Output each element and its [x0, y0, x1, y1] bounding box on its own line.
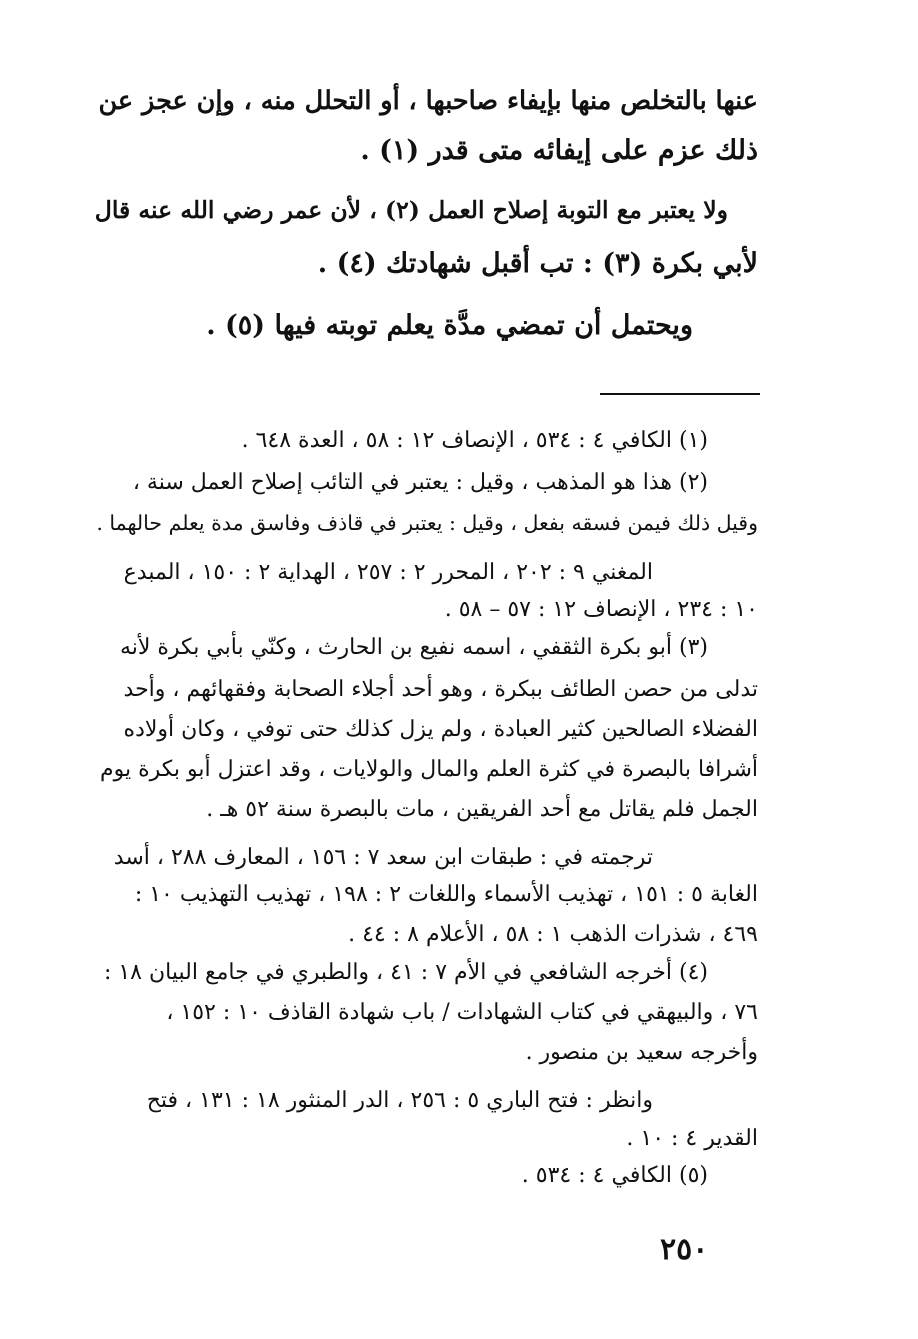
body-line: عنها بالتخلص منها بإيفاء صاحبها ، أو التحلل منه ، وإن عجز عن — [98, 86, 758, 116]
footnote-separator — [600, 393, 760, 395]
footnote-line: وأخرجه سعيد بن منصور . — [525, 1040, 758, 1065]
footnote-line: ١٠ : ٢٣٤ ، الإنصاف ١٢ : ٥٧ – ٥٨ . — [444, 597, 758, 622]
footnote-line: المغني ٩ : ٢٠٢ ، المحرر ٢ : ٢٥٧ ، الهداية ٢ : ١٥٠ ، المبدع — [123, 560, 653, 585]
footnote-line: ٤٦٩ ، شذرات الذهب ١ : ٥٨ ، الأعلام ٨ : ٤٤ . — [348, 922, 758, 947]
footnote-line: ٧٦ ، والبيهقي في كتاب الشهادات / باب شهادة القاذف ١٠ : ١٥٢ ، — [166, 1000, 758, 1025]
footnote-line: (٥) الكافي ٤ : ٥٣٤ . — [521, 1163, 708, 1188]
footnote-line: تدلى من حصن الطائف ببكرة ، وهو أحد أجلاء الصحابة وفقهائهم ، وأحد — [123, 677, 758, 702]
footnote-line: (٣) أبو بكرة الثقفي ، اسمه نفيع بن الحارث ، وكنّي بأبي بكرة لأنه — [119, 635, 708, 660]
body-line: ولا يعتبر مع التوبة إصلاح العمل (٢) ، لأن عمر رضي الله عنه قال — [94, 196, 728, 224]
footnote-line: الغابة ٥ : ١٥١ ، تهذيب الأسماء واللغات ٢ : ١٩٨ ، تهذيب التهذيب ١٠ : — [134, 882, 758, 907]
page-number: ٢٥٠ — [660, 1232, 709, 1267]
body-line: ذلك عزم على إيفائه متى قدر (١) . — [360, 135, 758, 166]
footnote-line: ترجمته في : طبقات ابن سعد ٧ : ١٥٦ ، المعارف ٢٨٨ ، أسد — [113, 845, 653, 870]
footnote-line: أشرافا بالبصرة في كثرة العلم والمال والولايات ، وقد اعتزل أبو بكرة يوم — [99, 757, 758, 782]
footnote-line: الفضلاء الصالحين كثير العبادة ، ولم يزل كذلك حتى توفي ، وكان أولاده — [123, 717, 758, 742]
footnote-line: الجمل فلم يقاتل مع أحد الفريقين ، مات بالبصرة سنة ٥٢ هـ . — [206, 797, 758, 822]
footnote-line: وقيل ذلك فيمن فسقه بفعل ، وقيل : يعتبر في قاذف وفاسق مدة يعلم حالهما . — [96, 511, 758, 535]
footnote-line: وانظر : فتح الباري ٥ : ٢٥٦ ، الدر المنثور ١٨ : ١٣١ ، فتح — [146, 1088, 653, 1113]
body-line: لأبي بكرة (٣) : تب أقبل شهادتك (٤) . — [317, 248, 758, 279]
footnote-line: (١) الكافي ٤ : ٥٣٤ ، الإنصاف ١٢ : ٥٨ ، العدة ٦٤٨ . — [241, 428, 708, 453]
footnote-line: القدير ٤ : ١٠ . — [626, 1126, 758, 1151]
footnote-line: (٢) هذا هو المذهب ، وقيل : يعتبر في التائب إصلاح العمل سنة ، — [132, 470, 708, 495]
body-line: ويحتمل أن تمضي مدَّة يعلم توبته فيها (٥) . — [206, 310, 693, 341]
footnote-line: (٤) أخرجه الشافعي في الأم ٧ : ٤١ ، والطبري في جامع البيان ١٨ : — [103, 960, 708, 985]
